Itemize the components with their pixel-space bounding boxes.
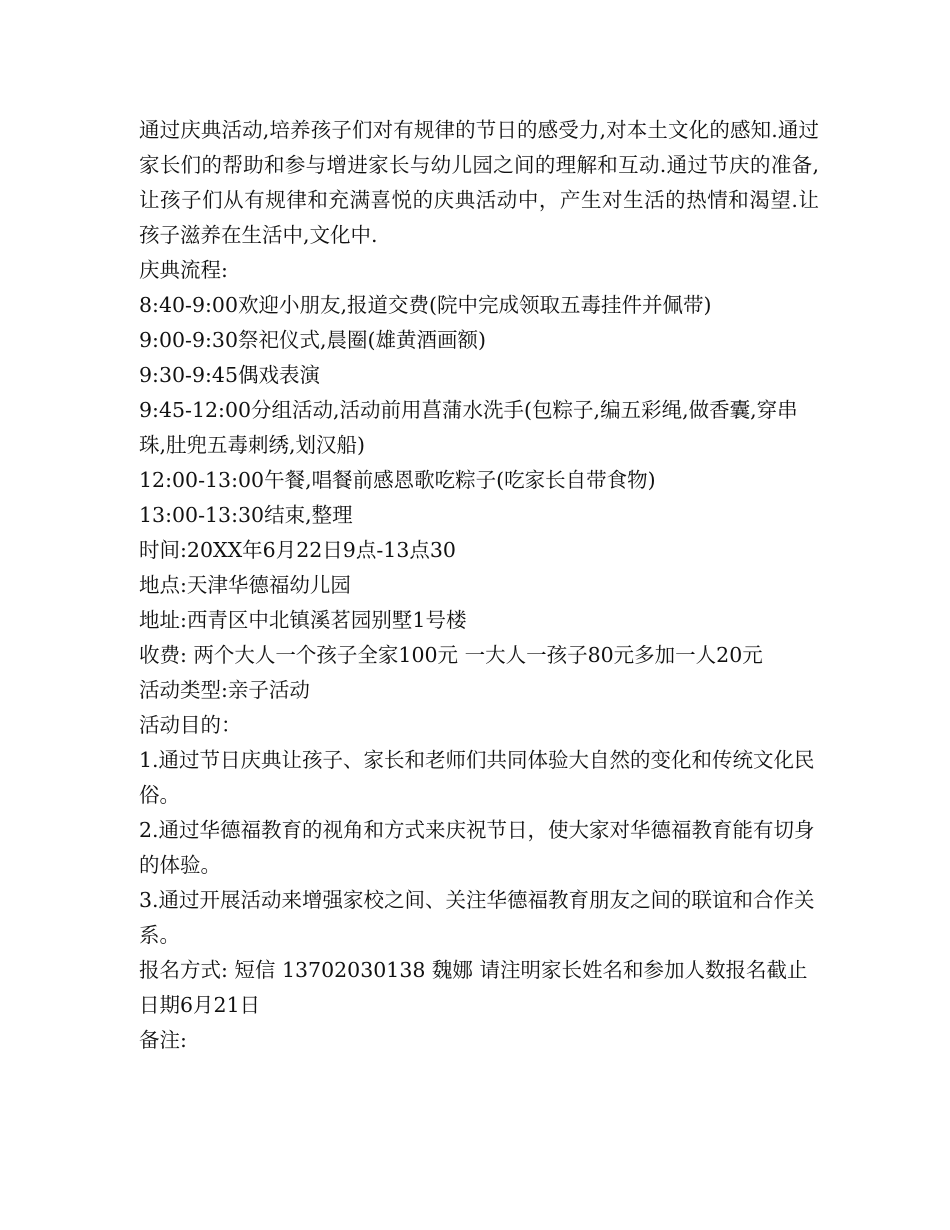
time-line: 时间:20XX年6月22日9点-13点30	[139, 538, 456, 562]
intro-paragraph: 通过庆典活动,培养孩子们对有规律的节日的感受力,对本土文化的感知.通过家长们的帮助和参与增进家长与幼儿园之间的理解和互动.通过节庆的准备,让孩子们从有规律和充满喜悦的庆典活动中，产生对生活的热情和渴望.让孩子滋养在生活中,文化中.	[139, 118, 819, 247]
schedule-item-6: 13:00-13:30结束,整理	[139, 503, 353, 527]
document-page	[139, 113, 819, 1058]
purpose-item-1: 1.通过节日庆典让孩子、家长和老师们共同体验大自然的变化和传统文化民俗。	[139, 748, 815, 807]
activity-type-line: 活动类型:亲子活动	[139, 678, 310, 702]
remarks-line: 备注:	[139, 1028, 187, 1052]
fee-line: 收费: 两个大人一个孩子全家100元 一大人一孩子80元多加一人20元	[139, 643, 763, 667]
schedule-item-3: 9:30-9:45偶戏表演	[139, 363, 320, 387]
schedule-item-4: 9:45-12:00分组活动,活动前用菖蒲水洗手(包粽子,编五彩绳,做香囊,穿串珠,肚兜五毒刺绣,划汉船)	[139, 398, 798, 457]
schedule-item-2: 9:00-9:30祭祀仪式,晨圈(雄黄酒画额)	[139, 328, 487, 352]
purpose-heading: 活动目的：	[139, 713, 242, 737]
registration-line: 报名方式: 短信 13702030138 魏娜 请注明家长姓名和参加人数报名截止日期6月21日	[139, 958, 808, 1017]
place-line: 地点:天津华德福幼儿园	[139, 573, 351, 597]
purpose-item-2: 2.通过华德福教育的视角和方式来庆祝节日，使大家对华德福教育能有切身的体验。	[139, 818, 815, 877]
schedule-item-5: 12:00-13:00午餐,唱餐前感恩歌吃粽子(吃家长自带食物)	[139, 468, 656, 492]
purpose-item-3: 3.通过开展活动来增强家校之间、关注华德福教育朋友之间的联谊和合作关系。	[139, 888, 815, 947]
schedule-heading: 庆典流程:	[139, 258, 228, 282]
address-line: 地址:西青区中北镇溪茗园别墅1号楼	[139, 608, 467, 632]
schedule-item-1: 8:40-9:00欢迎小朋友,报道交费(院中完成领取五毒挂件并佩带)	[139, 293, 712, 317]
